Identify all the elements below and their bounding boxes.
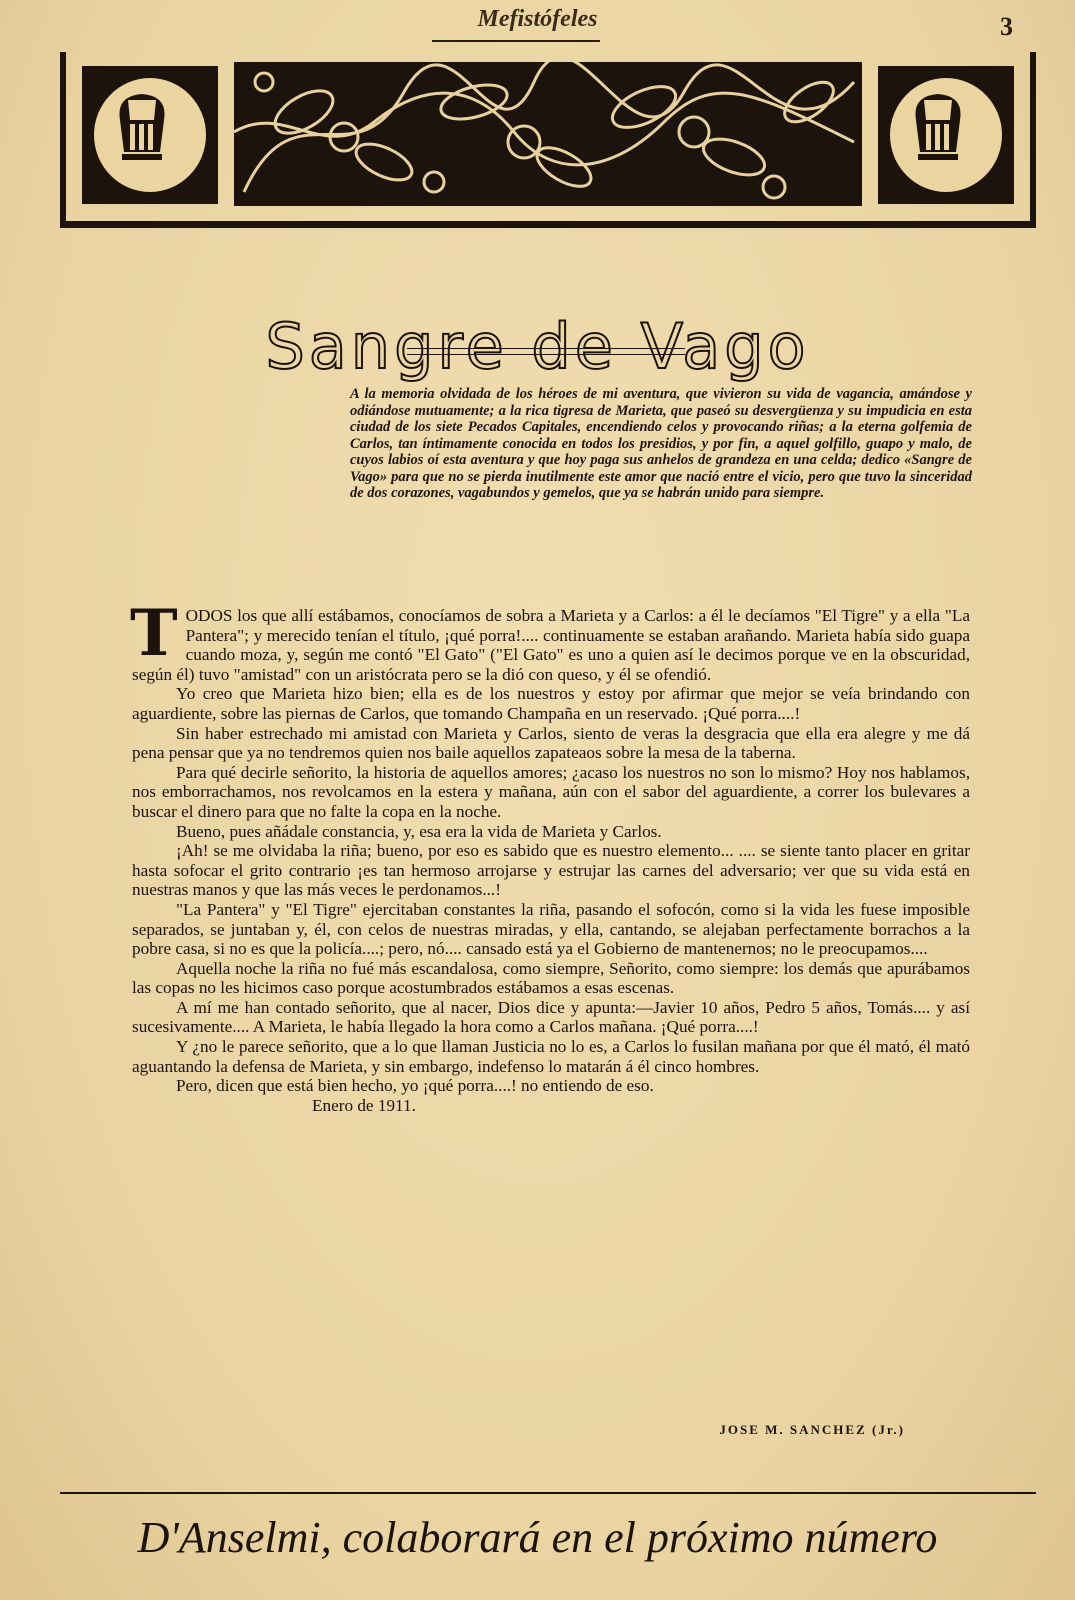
paragraph: "La Pantera" y "El Tigre" ejercitaban constantes la riña, pasando el sofocón, como si la vida les fuese imposible separados, se juntaban y, él, con celos de nuestras miradas, y ella, cantando, se alejaban perfectamente borrachos a la pobre casa, si no es que la policía....; pero, nó.... cansado está ya el Gobierno de mantenernos; no le preocupamos.... [132, 899, 970, 959]
paragraph: Pero, dicen que está bien hecho, yo ¡qué porra....! no entiendo de eso. [176, 1076, 654, 1096]
dedication: A la memoria olvidada de los héroes de mi aventura, que vivieron su vida de vagancia, amándose y odiándose mutuamente; a la rica tigresa de Marieta, que paseó su desvergüenza y su impudicia en esta ciudad de los siete Pecados Capitales, encendiendo celos y provocando riñas; a la eterna golfemia de Carlos, tan íntimamente conocida en todos los presidios, y por fin, a aquel golfillo, guapo y malo, de cuyos labios oí esta aventura y que hoy paga sus anhelos de grandeza en una celda; dedico «Sangre de Vago» para que no se pierda inutilmente este amor que nació entre el vicio, pero que tuvo la sinceridad de dos corazones, vagabundos y gemelos, que ya se habrán unido para siempre. [350, 386, 972, 501]
masthead: Mefistófeles [477, 6, 598, 32]
drop-cap: T [130, 596, 178, 671]
masthead-underline [432, 40, 600, 42]
lyre-icon [908, 90, 968, 164]
paragraph: A mí me han contado señorito, que al nacer, Dios dice y apunta:—Javier 10 años, Pedro 5 años, Tomás.... y así sucesivamente.... A Marieta, le había llegado la hora como a Carlos mañana. ¡Qué porra....! [132, 997, 970, 1037]
article-title: Sangre de Vago [265, 309, 810, 383]
lyre-medallion-left [82, 66, 218, 204]
decorative-banner [60, 52, 1036, 228]
author-signature: JOSE M. SANCHEZ (Jr.) [719, 1422, 905, 1437]
lyre-medallion-right [878, 66, 1014, 204]
paragraph: Y ¿no le parece señorito, que a lo que llaman Justicia no lo es, a Carlos lo fusilan mañana por que él mató, él mató aguantando la defensa de Marieta, y sin embargo, indefenso lo matarán á él cinco hombres. [132, 1037, 970, 1076]
lyre-icon [112, 90, 172, 164]
paragraph: TODOS los que allí estábamos, conocíamos de sobra a Marieta y a Carlos: a él le decíamos "El Tigre" y a ella "La Pantera"; y merecido tenían el título, ¡qué porra!.... continuamente se estaban arañando. Marieta había sido guapa cuando moza, y, según me contó "El Gato" ("El Gato" es uno a quien así le decimos porque ve en la obscuridad, según él) tuvo "amistad" con un aristócrata pero se la dió con queso, y él se ofendió. [130, 596, 970, 684]
paragraph: Aquella noche la riña no fué más escandalosa, como siempre, Señorito, como siempre: los demás que apurábamos las copas no les hicimos caso porque acostumbrados estábamos a esas escenas. [132, 958, 970, 998]
floral-engraving [234, 62, 862, 206]
paragraph: Bueno, pues añádale constancia, y, esa era la vida de Marieta y Carlos. [176, 821, 662, 841]
article-date: Enero de 1911. [312, 1095, 416, 1115]
paragraph: ¡Ah! se me olvidaba la riña; bueno, por eso es sabido que es nuestro elemento... .... se siente tanto placer en gritar hasta sofocar el grito contrario ¡es tan hermoso arrojarse y estrujar las carnes del adversario; ver que su vida está en nuestras manos y que las más veces le perdonamos...! [132, 841, 970, 900]
title-divider [407, 348, 685, 355]
paragraph: Yo creo que Marieta hizo bien; ella es de los nuestros y estoy por afirmar que mejor se veía brindando con aguardiente, sobre las piernas de Carlos, que tomando Champaña en un reservado. ¡Qué porra....! [132, 684, 970, 723]
paragraph: Sin haber estrechado mi amistad con Marieta y Carlos, siento de veras la desgracia que ella era alegre y me dá pena pensar que ya no tendremos quien nos baile aquellos zapateaos sobre la mesa de la taberna. [132, 723, 970, 763]
page-number: 3 [1000, 12, 1013, 41]
footer-announcement: D'Anselmi, colaborará en el próximo número [137, 1513, 938, 1562]
paragraph: Para qué decirle señorito, la historia de aquellos amores; ¿acaso los nuestros no son lo mismo? Hoy nos hablamos, nos emborrachamos, nos revolcamos en la estera y mañana, aún con el sabor del aguardiente, a correr los bulevares a buscar el dinero para que no falte la copa en la noche. [132, 762, 970, 821]
footer-divider [60, 1492, 1036, 1494]
article-body [130, 596, 970, 1115]
